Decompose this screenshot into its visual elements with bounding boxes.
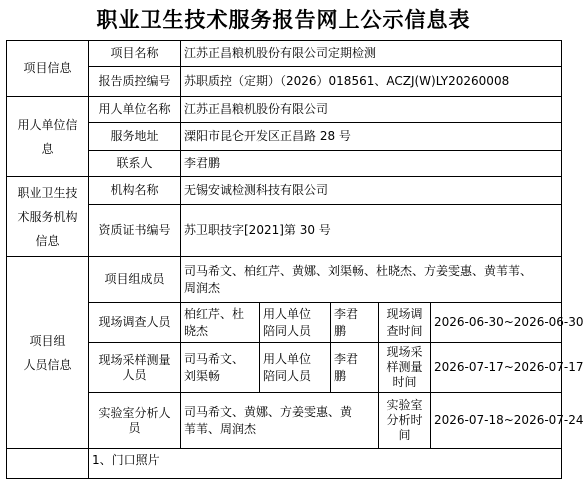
survey-escort-name-line1: 李君 <box>334 306 359 321</box>
sampling-time-label-line1: 现场采 <box>386 345 423 359</box>
survey-staff-names <box>181 303 260 343</box>
agency-name-value: 无锡安诚检测科技有限公司 <box>181 177 562 205</box>
sampling-time-label-line3: 时间 <box>392 375 417 389</box>
survey-escort-label <box>260 303 331 343</box>
sampling-escort-name <box>331 343 379 393</box>
project-name-label: 项目名称 <box>89 41 181 67</box>
sampling-staff-names <box>181 343 260 393</box>
service-address-label: 服务地址 <box>89 123 181 151</box>
photo-item-1: 1、门口照片 <box>89 449 562 479</box>
sampling-time-label-line2: 样测量 <box>386 360 423 374</box>
section-agency-info <box>7 177 89 257</box>
section-employer-line1: 用人单位信 <box>17 117 78 132</box>
lab-staff-names-line2: 苇苇、周润杰 <box>184 421 257 436</box>
sampling-staff-label <box>89 343 181 393</box>
section-agency-line1: 职业卫生技 <box>17 185 78 200</box>
section-employer-line2: 息 <box>41 141 54 156</box>
service-address-value: 溧阳市昆仑开发区正昌路 28 号 <box>181 123 562 151</box>
sampling-escort-label-line2: 陪同人员 <box>263 368 312 383</box>
section-team-line1: 项目组 <box>29 333 66 348</box>
section-agency-line2: 术服务机构 <box>17 209 78 224</box>
section-team-line2: 人员信息 <box>23 357 72 372</box>
unit-name-value: 江苏正昌粮机股份有限公司 <box>181 97 562 123</box>
sampling-time-label <box>379 343 431 393</box>
sampling-escort-name-line1: 李君 <box>334 351 359 366</box>
team-members-line2: 周润杰 <box>184 280 221 295</box>
survey-staff-names-line2: 晓杰 <box>184 323 209 338</box>
survey-time-label-line2: 查时间 <box>386 323 423 338</box>
lab-staff-label-line1: 实验室分析人 <box>98 405 171 420</box>
team-members-label: 项目组成员 <box>89 257 181 303</box>
photos-section <box>7 449 89 479</box>
section-team-info <box>7 257 89 449</box>
lab-time-value: 2026-07-18~2026-07-24 <box>431 393 562 449</box>
lab-staff-label-line2: 员 <box>128 420 141 435</box>
team-members-line1: 司马希文、柏红芹、黄娜、刘渠畅、杜晓杰、方姜雯惠、黄苇苇、 <box>184 263 533 278</box>
sampling-escort-label <box>260 343 331 393</box>
team-members-value <box>181 257 562 303</box>
contact-label: 联系人 <box>89 151 181 177</box>
survey-staff-names-line1: 柏红芹、杜 <box>184 306 245 321</box>
cert-no-value: 苏卫职技字[2021]第 30 号 <box>181 205 562 257</box>
sampling-staff-names-line2: 刘渠畅 <box>184 368 221 383</box>
agency-name-label: 机构名称 <box>89 177 181 205</box>
survey-time-label <box>379 303 431 343</box>
section-project-info: 项目信息 <box>7 41 89 97</box>
lab-time-label-line2: 分析时 <box>386 413 423 427</box>
survey-escort-name <box>331 303 379 343</box>
disclosure-table <box>6 40 584 479</box>
sampling-staff-label-line1: 现场采样测量 <box>98 352 171 367</box>
report-no-value: 苏职质控（定期）（2026）018561、ACZJ(W)LY20260008 <box>181 67 562 97</box>
survey-escort-name-line2: 鹏 <box>334 323 347 338</box>
survey-time-label-line1: 现场调 <box>386 306 423 321</box>
lab-time-label-line3: 间 <box>398 428 411 442</box>
cert-no-label: 资质证书编号 <box>89 205 181 257</box>
sampling-staff-label-line2: 人员 <box>122 367 147 382</box>
section-agency-line3: 信息 <box>35 233 60 248</box>
project-name-value: 江苏正昌粮机股份有限公司定期检测 <box>181 41 562 67</box>
lab-staff-label <box>89 393 181 449</box>
lab-time-label-line1: 实验室 <box>386 398 423 412</box>
page-title: 职业卫生技术服务报告网上公示信息表 <box>96 8 471 32</box>
survey-escort-label-line2: 陪同人员 <box>263 323 312 338</box>
sampling-escort-name-line2: 鹏 <box>334 368 347 383</box>
sampling-escort-label-line1: 用人单位 <box>263 351 312 366</box>
report-no-label: 报告质控编号 <box>89 67 181 97</box>
survey-escort-label-line1: 用人单位 <box>263 306 312 321</box>
survey-time-value: 2026-06-30~2026-06-30 <box>431 303 562 343</box>
lab-time-label <box>379 393 431 449</box>
section-employer-info <box>7 97 89 177</box>
lab-staff-names <box>181 393 379 449</box>
survey-staff-label: 现场调查人员 <box>89 303 181 343</box>
contact-value: 李君鹏 <box>181 151 562 177</box>
lab-staff-names-line1: 司马希文、黄娜、方姜雯惠、黄 <box>184 404 353 419</box>
unit-name-label: 用人单位名称 <box>89 97 181 123</box>
sampling-staff-names-line1: 司马希文、 <box>184 351 245 366</box>
sampling-time-value: 2026-07-17~2026-07-17 <box>431 343 562 393</box>
